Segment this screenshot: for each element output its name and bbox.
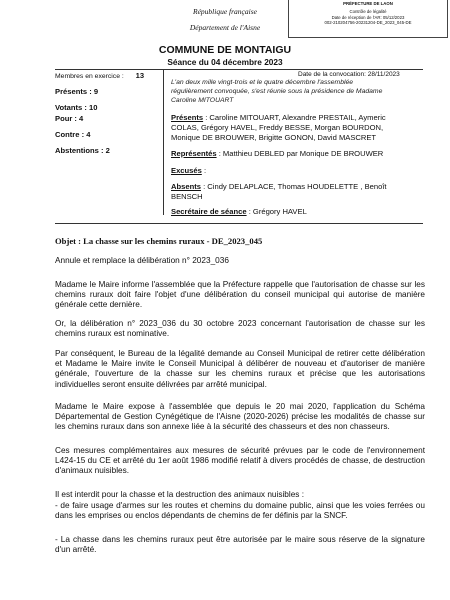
excuses-block [171,166,423,176]
intro-line-2: régulièrement convoquée, s'est réunie sous la présidence de Madame [171,87,383,95]
convocation-date: Date de la convocation: 28/11/2023 [298,71,400,78]
stamp-date: Date de réception de l'AR: 05/12/2023 [331,14,405,20]
divider-vertical [163,70,164,215]
membres-exercice [55,71,144,80]
excuses-label: Excusés [171,166,202,175]
presents-line-3: Monique DE BROUWER, Brigitte GONON, David MASCRET [171,133,377,142]
paragraph-schema: Madame le Maire expose à l'assemblée que depuis le 20 mai 2020, l'application du Schéma Départemental de Gestion Cynégétique de l'Aisne (2020-2026) précise les modalités de chasse sur les chemins ruraux dans son annexe liée à la sécurité des chasseurs et des non chasseurs. [55,402,425,432]
divider-top [55,69,423,70]
paragraph-chemins: - La chasse dans les chemins ruraux peut être autorisée par le maire sous réserve de la signature d'un arrêté. [55,535,425,555]
presents-label: Présents [171,113,204,122]
legality-stamp [288,0,448,38]
header-republic [165,4,285,36]
membres-value: 13 [135,71,145,80]
representes-value: : Matthieu DEBLED par Monique DE BROUWER [216,149,384,158]
absents-line-2: BENSCH [171,192,203,201]
objet-heading: Objet : La chasse sur les chemins ruraux - DE_2023_045 [55,236,263,246]
votants-count: Votants : 10 [55,103,98,112]
presents-line-2: COLAS, Grégory HAVEL, Freddy BESSE, Morgan BOURDON, [171,123,384,132]
paragraph-informe: Madame le Maire informe l'assemblée que la Préfecture rappelle que l'autorisation de chasse sur les chemins ruraux doit faire l'objet d'une délibération du conseil municipal qui autorise de manière générale cette dernière. [55,280,425,310]
intro-line-1: L'an deux mille vingt-trois et le quatre décembre l'assemblée [171,79,354,86]
representes-block [171,149,423,159]
secretaire-block [171,207,423,217]
representes-label: Représentés [171,149,217,158]
departement-text: Département de l'Aisne [189,23,261,32]
paragraph-armes: - de faire usage d'armes sur les routes et chemins du domaine public, ainsi que les voies ferrées ou dans les emprises ou enclos dépendants de chemins de fer définis par la SNCF. [55,501,425,521]
excuses-value: : [201,166,207,175]
paragraph-nominative: Or, la délibération n° 2023_036 du 30 octobre 2023 concernant l'autorisation de chasse sur les chemins ruraux est nominative. [55,319,425,339]
presents-count: Présents : 9 [55,87,99,96]
republique-text: République française [193,7,257,16]
absents-label: Absents [171,182,201,191]
stamp-prefecture: PRÉFECTURE DE LAON [343,1,393,6]
absents-block [171,182,423,202]
abstentions-count: Abstentions : 2 [55,146,110,155]
paragraph-mesures: Ces mesures complémentaires aux mesures de sécurité prévues par le code de l'environnement L424-15 du CE et arrêté du 1er août 1986 modifié relatif à divers procédés de chasse, de destruction d'animaux nuisibles. [55,446,425,476]
absents-line-1: : Cindy DELAPLACE, Thomas HOUDELETTE , Benoît [200,182,387,191]
paragraph-annule: Annule et remplace la délibération n° 2023_036 [55,256,229,265]
presents-block [171,113,423,143]
intro-text [171,79,423,105]
membres-label: Membres en exercice : [55,73,124,80]
seance-date: Séance du 04 décembre 2023 [167,57,283,67]
pour-count: Pour : 4 [55,114,84,123]
divider-bottom [55,223,423,224]
stamp-control: Contrôle de légalité [349,9,387,15]
contre-count: Contre : 4 [55,130,91,139]
intro-line-3: Caroline MITOUART [171,96,234,104]
paragraph-consequence: Par conséquent, le Bureau de la légalité demande au Conseil Municipal de retirer cette délibération et Madame le Maire invite le Conseil Municipal à délibérer de nouveau et d'autoriser de manière générale, l'ouverture de la chasse sur les chemins ruraux et précise que les autorisations individuelles seront ensuite délivrées par arrêté municipal. [55,349,425,389]
secretaire-value: : Grégory HAVEL [246,207,307,216]
commune-title: COMMUNE DE MONTAIGU [158,44,292,56]
paragraph-interdit: Il est interdit pour la chasse et la destruction des animaux nuisibles : [55,490,305,499]
secretaire-label: Secrétaire de séance [171,207,247,216]
presents-line-1: : Caroline MITOUART, Alexandre PRESTAIL, Aymeric [203,113,386,122]
stamp-ref: 002-210204756-20231204-DE_2023_045-DE [324,19,412,25]
